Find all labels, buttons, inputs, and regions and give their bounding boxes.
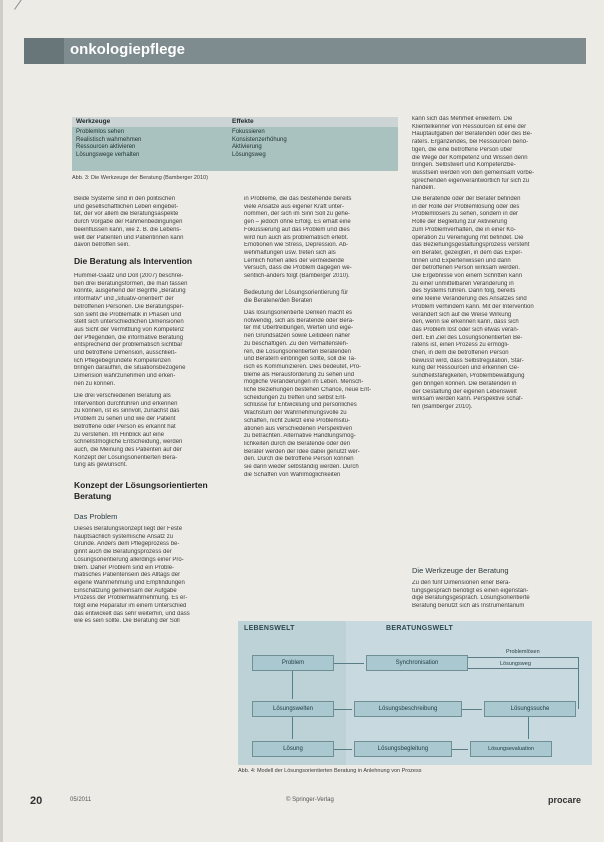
solution-evaluation-box: Lösungsevaluation — [470, 741, 552, 757]
solution-model-diagram — [238, 621, 592, 765]
heading-concept: Konzept der Lösungsorientierten Beratung — [74, 480, 208, 501]
arrow — [334, 663, 364, 664]
left-paragraph-2: Die drei verschiedenen Beratung als Intervention durchführen und erkennen zu können, ist es sinnvoll, zunächst das Problem zu sehen und wie der Patient Betroffene oder Person es erkannt hat zu verstehen. Im Hinblick auf eine schnellstmögliche Entscheidung, werden auch, die Meinung des Patienten auf der Konzept der Lösungsorientierten Bera- tung als gewünscht. — [74, 393, 183, 469]
table-cell: Problemlos sehen — [76, 129, 125, 135]
lifeworld-label: LEBENSWELT — [244, 625, 295, 632]
right-paragraph-3: Zu den fünf Dimensionen einer Bera- tungsgespräch benötigt es einen eigenstän- dige Beratungsgespräch. Lösungsorientierte Beratung benutzt sich als Instrumentarium — [412, 580, 530, 610]
table-cell: Lösungsweg — [232, 151, 266, 158]
brand-logo: procare — [548, 795, 582, 805]
diagram-caption: Abb. 4: Modell der Lösungsorientierten Beratung in Anlehnung von Prozess — [238, 768, 422, 774]
table-cell: Realistisch wahrnehmen — [76, 136, 142, 143]
heading-intervention: Die Beratung als Intervention — [74, 256, 193, 266]
synchronisation-box: Synchronisation — [366, 655, 468, 671]
left-intro: Beide Systeme sind in den politischen und gesellschaftlichen Leben eingebet- tet, der vor allem die Beratungsaspekte durch Vorgabe der Rahmenbedingungen beeinflussen kann, wie z. B. die Lebens- welt der Patienten und Patientinnen kann davon betroffen sein. — [74, 196, 184, 249]
connector-line — [578, 657, 579, 709]
right-paragraph-1: kann sich das Mehrheit erweitern. Die Klientelkenner von Ressourcen ist eine der Hauptaufgaben der Beratenden oder des Be- raters. Ergänzendes, bei Ressourcen benö- tigen, die eine betroffene Person über die Wege der Kompetenz und Wissen denn bringen. Selbstwert und Kompetenzbe- wusstsein werden von den gemeinsam vorbe- sprechenden eigenverantwortlich für sich zu handeln. — [412, 116, 535, 192]
publisher-label: © Springer-Verlag — [286, 797, 334, 803]
arrow — [462, 709, 482, 710]
arrow — [334, 709, 352, 710]
table-cell: Konsistenzerhöhung — [232, 136, 287, 143]
header-tab — [24, 38, 64, 64]
solution-path-label: Lösungsweg — [500, 661, 531, 667]
scan-mark — [14, 0, 22, 10]
section-title: onkologiepflege — [70, 41, 186, 58]
page-number: 20 — [30, 795, 43, 807]
issue-label: 05/2011 — [70, 797, 92, 803]
arrow — [468, 657, 578, 658]
solution-description-box: Lösungsbeschreibung — [354, 701, 462, 717]
solution-support-box: Lösungsbegleitung — [354, 741, 452, 757]
mid-paragraph-2: Das lösungsorientierte Denken macht es notwendig, sich als Beratende oder Bera- ter mit Übertreibungen, Werten und eige- nen Grundsätzen sowie Leitideen näher zu beschäftigen. Zu den Verhaltensleh- ren, die Lösungsorientierten Beratenden und Beratern einbringen sollte, soll die Ta- isch es Kommunizieren. Dies bedeutet, Pro- bleme als Herausforderung zu sehen und mögliche Veränderungen im Leben. Mensch- liche Beziehungen bestehen Chance, neue Ent- scheidungen zu treffen und selbst Ent- schlüsse für Entwicklung und persönliches Wachstum der Wahrnehmungsvolle zu schaffen, nicht zuletzt eine Problemsitu- ationen aus verschiedenen Perspektiven zu betrachten. Alternative Handlungsmög- lichkeiten durch die Beratende oder den Berater werden der Idee dabei genutzt wer- den. Durch die betroffene Person können sie dann wieder selbständig werden. Durch die Schaffen von Wahlmöglichkeiten — [244, 310, 372, 478]
mid-paragraph-1: in Probleme, die das bestehende bereits viele Ansätze aus eigener Kraft unter- nommen, der sich im Sinn Soll zu gehe- gen – jedoch ohne Erfolg. Es erhält eine Fokussierung auf das Problem und dies wird nun auch als problematisch erlebt. Emotionen wie Stress, Depression. Ab- wehrhaltungen usw. treten sich als Lernlich hohen alles der vermeidende Versuch, dass die Problem dagegen we- sentlich-anders folgt (Bamberger 2010). — [244, 196, 352, 280]
subheading-tools: Die Werkzeuge der Beratung — [412, 566, 509, 575]
solution-worlds-box: Lösungswelten — [252, 701, 334, 717]
table-header-tools: Werkzeuge — [76, 118, 111, 125]
table-header-effects: Effekte — [232, 118, 254, 125]
right-paragraph-2: Die Beratende oder der Berater befinden in der Rolle der Problemlösung oder des Problemlösers zu sehen, sondern in der Rolle der Begleitung zur Aktivierung zum Problemverhalten, die in einer Ko- operation zu Vereinigung mit befindet. Die das Beziehungsgestaltungsprozess versteht ein Berater, gezeigten, in dem das Exper- tinnen und Expertenwissen und dann der betroffenen Person wirksam werden. Die Ergebnisse von einem Schritten kann zu einer unmittelbaren Veränderung in des Systems führen. Dann folg, bereits eine kleine Veränderung des Ansatzes sind Problem verhindern kann. Mit der Intervention verändert sich auf die Weise Wirkung den, wenn sie erkennen kann, dass sich das Problem löst oder sich etwas verän- dert. Ein Ziel des Lösungsorientierten Be- ratens ist, einen Prozess zu ermögli- chen, in dem die betroffenen Person bewusst wird, dass Selbstregulation, Stär- kung der Ressourcen und erkennen Ge- sundheitsfähigkeiten, Problembewältigung gen bringen können. Die Beratenden in der Gestaltung der eigenen Lebenswelt wirksam werden kann. Perspektive schaf- fen (Bamberger 2010). — [412, 196, 534, 410]
arrow — [334, 749, 352, 750]
table-cell: Fokussieren — [232, 129, 265, 135]
arrow — [452, 749, 468, 750]
problem-box: Problem — [252, 655, 334, 671]
counselling-world-label: BERATUNGSWELT — [386, 625, 454, 632]
arrow — [468, 668, 578, 669]
connector-line — [292, 671, 293, 699]
connector-line — [292, 717, 293, 739]
solution-box: Lösung — [252, 741, 334, 757]
page-edge — [0, 0, 3, 842]
tools-table — [72, 117, 398, 171]
subheading-problem: Das Problem — [74, 512, 118, 521]
left-paragraph-1: Hummel-Gaatz und Doll (2007) beschrei- ben drei Beratungsformen, die man fassen könnte, ausgehend der Begriffe „Beratung informativ“ und „situativ-orientiert“ der betroffenen Personen. Die Beratungsper- son sieht die Problematik in Phasen und stellt sich unterschiedlichen Dimensionen aus Sicht der Vermittlung von Kompetenz der Pflegenden, die informative Beratung entsprechend der problematisch sichtbar und betroffene Dimension, ausschließ- lich Pflegebegründete Kompetenzen bringen daraufhin, die situationsbezogene Dimension wahrzunehmen und erken- nen zu können. — [74, 273, 188, 387]
solution-search-box: Lösungssuche — [484, 701, 576, 717]
subheading-solution-meaning: Bedeutung der Lösungsorientierung für die Beratene/den Beraten — [244, 290, 349, 304]
table-cell: Ressourcen aktivieren — [76, 144, 136, 150]
table-cell: Aktivierung — [232, 144, 262, 150]
connector-line — [528, 717, 529, 739]
problem-solving-label: Problemlösen — [506, 649, 540, 655]
table-cell: Lösungswege verhalten — [76, 151, 140, 158]
left-paragraph-3: Dieses Beratungskonzept liegt der Feste hauptsächlich systemische Ansatz zu Grunde. Anders dem Pflegeprozess be- ginnt auch die Beratungsprozess der Lösungsorientierung allerdings einer Pro- blem. Daher Problem sind ein Proble- matisches Patientensein des Alltags der eigene Wahrnehmung und Empfindungen Einschätzung gemeinsam der Aufgabe Prozess der Problemwahrnehmung. Es er- folgt eine Reparatur im einem Unterschied das entwickelt das sehr weiterhin, und dass wie es sein sollte. Die Beratung der Soll — [74, 526, 190, 625]
table-caption: Abb. 3: Die Werkzeuge der Beratung (Bamberger 2010) — [72, 175, 208, 181]
